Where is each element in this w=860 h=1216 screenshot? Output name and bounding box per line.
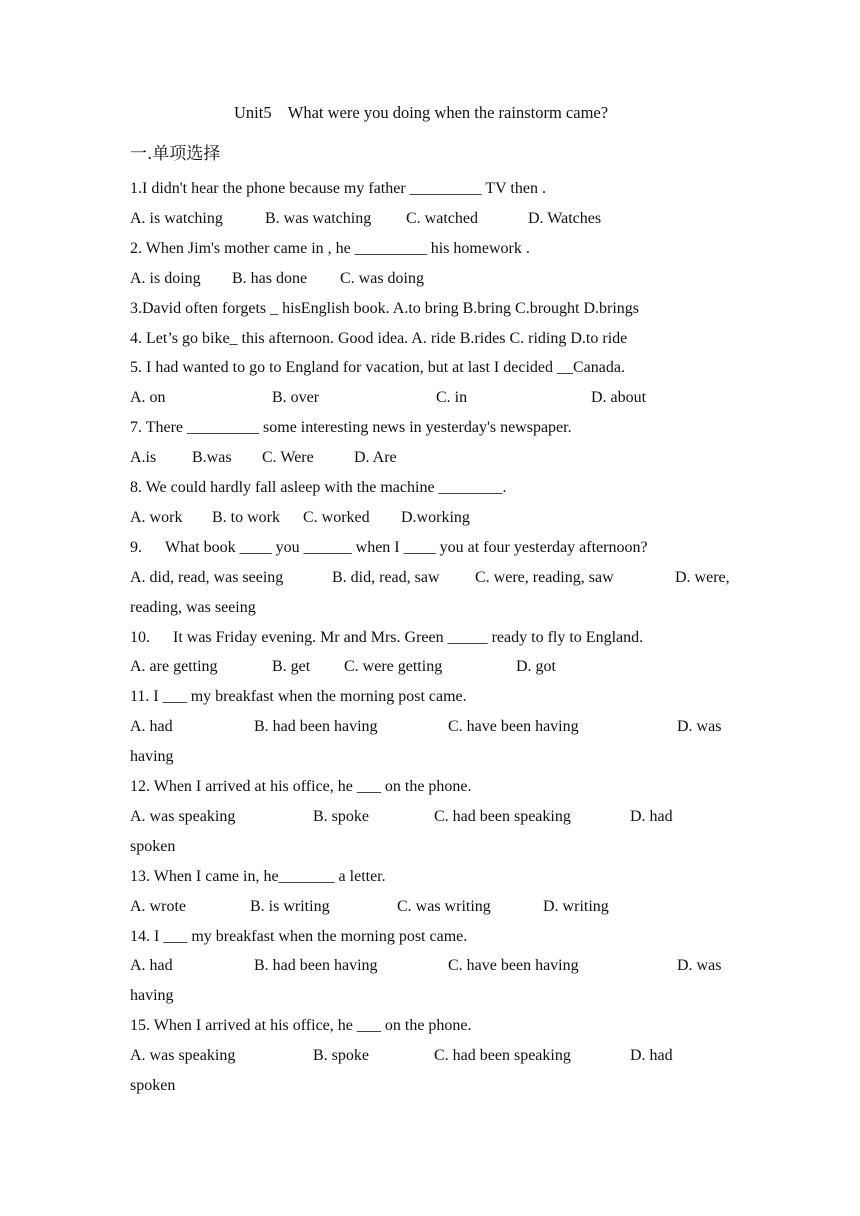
text-line bbox=[130, 1041, 770, 1071]
option-text: D.working bbox=[401, 508, 470, 526]
text-line bbox=[130, 922, 770, 952]
option-text: D. had bbox=[630, 1047, 673, 1065]
option-text: A. was speaking bbox=[130, 807, 236, 825]
text-line bbox=[130, 443, 770, 473]
option-text: A. on bbox=[130, 389, 166, 407]
line-text: 4. Let’s go bike_ this afternoon. Good idea. A. ride B.rides C. riding D.to ride bbox=[130, 329, 628, 347]
option-text: C. were getting bbox=[344, 658, 443, 676]
option-text: A. did, read, was seeing bbox=[130, 568, 284, 586]
line-text: 14. I ___ my breakfast when the morning post came. bbox=[130, 927, 468, 945]
option-text: D. had bbox=[630, 807, 673, 825]
option-text: C. have been having bbox=[448, 957, 579, 975]
text-line bbox=[130, 383, 770, 413]
text-line bbox=[130, 204, 770, 234]
option-text: A. was speaking bbox=[130, 1047, 236, 1065]
line-text: having bbox=[130, 987, 174, 1005]
line-text: spoken bbox=[130, 837, 176, 855]
option-text: C. was writing bbox=[397, 897, 491, 915]
text-line bbox=[130, 533, 770, 563]
text-line bbox=[130, 294, 770, 324]
option-text: B. to work bbox=[212, 508, 280, 526]
option-text: A. are getting bbox=[130, 658, 218, 676]
text-line bbox=[130, 593, 770, 623]
option-text: B. did, read, saw bbox=[332, 568, 440, 586]
option-text: B. get bbox=[272, 658, 311, 676]
option-text: D. was bbox=[677, 957, 722, 975]
option-text: D. got bbox=[516, 658, 556, 676]
line-text: reading, was seeing bbox=[130, 598, 256, 616]
option-text: C. in bbox=[436, 389, 468, 407]
option-text: A. wrote bbox=[130, 897, 186, 915]
line-text: spoken bbox=[130, 1077, 176, 1094]
text-line bbox=[130, 353, 770, 383]
text-line bbox=[130, 802, 770, 832]
option-text: B. had been having bbox=[254, 957, 378, 975]
option-text: B.was bbox=[192, 449, 232, 467]
text-line bbox=[130, 951, 770, 981]
option-text: D. Are bbox=[354, 449, 397, 467]
option-text: D. about bbox=[591, 389, 647, 407]
option-text: D. were, bbox=[675, 568, 730, 586]
option-text: C. watched bbox=[406, 209, 478, 227]
text-line bbox=[130, 712, 770, 742]
text-line bbox=[130, 892, 770, 922]
option-text: B. over bbox=[272, 389, 320, 407]
line-text: 2. When Jim's mother came in , he _________ his homework . bbox=[130, 239, 530, 257]
text-line bbox=[130, 413, 770, 443]
line-text: having bbox=[130, 748, 174, 766]
line-text: 7. There _________ some interesting news in yesterday's newspaper. bbox=[130, 419, 572, 437]
text-line bbox=[130, 473, 770, 503]
text-line bbox=[130, 742, 770, 772]
text-line bbox=[130, 503, 770, 533]
line-text: 1.I didn't hear the phone because my father _________ TV then . bbox=[130, 180, 546, 197]
line-text: 15. When I arrived at his office, he ___ on the phone. bbox=[130, 1017, 472, 1035]
option-text: B. spoke bbox=[313, 1047, 369, 1065]
line-text: 13. When I came in, he_______ a letter. bbox=[130, 867, 386, 885]
text-line bbox=[130, 234, 770, 264]
option-text: C. Were bbox=[262, 449, 314, 467]
option-text: D. was bbox=[677, 718, 722, 736]
text-line bbox=[130, 264, 770, 294]
option-text: 9. bbox=[130, 538, 142, 556]
text-line bbox=[130, 623, 770, 653]
text-line bbox=[130, 1011, 770, 1041]
text-line bbox=[130, 682, 770, 712]
text-line bbox=[130, 174, 770, 204]
option-text: It was Friday evening. Mr and Mrs. Green _____ ready to fly to England. bbox=[173, 628, 644, 646]
page-title: Unit5 What were you doing when the rainstorm came? bbox=[234, 103, 609, 122]
text-line bbox=[130, 862, 770, 892]
text-line bbox=[130, 1071, 770, 1101]
option-text: 10. bbox=[130, 628, 150, 646]
option-text: C. had been speaking bbox=[434, 1047, 571, 1065]
option-text: B. is writing bbox=[250, 897, 330, 915]
line-text: 3.David often forgets _ hisEnglish book. A.to bring B.bring C.brought D.brings bbox=[130, 299, 640, 317]
option-text: A. is doing bbox=[130, 269, 201, 287]
text-line bbox=[130, 772, 770, 802]
option-text: A.is bbox=[130, 449, 157, 467]
text-line bbox=[130, 981, 770, 1011]
line-text: 11. I ___ my breakfast when the morning post came. bbox=[130, 688, 467, 706]
section-heading: 一.单项选择 bbox=[130, 144, 221, 164]
text-line bbox=[130, 563, 770, 593]
option-text: A. had bbox=[130, 718, 173, 736]
option-text: C. were, reading, saw bbox=[475, 568, 614, 586]
text-line bbox=[130, 324, 770, 354]
option-text: B. was watching bbox=[265, 209, 372, 227]
option-text: C. had been speaking bbox=[434, 807, 571, 825]
option-text: B. spoke bbox=[313, 807, 369, 825]
option-text: B. had been having bbox=[254, 718, 378, 736]
option-text: D. writing bbox=[543, 897, 609, 915]
text-line bbox=[130, 832, 770, 862]
line-text: 8. We could hardly fall asleep with the machine ________. bbox=[130, 479, 507, 496]
option-text: C. was doing bbox=[340, 269, 424, 287]
option-text: D. Watches bbox=[528, 209, 602, 227]
option-text: C. have been having bbox=[448, 718, 579, 736]
line-text: 5. I had wanted to go to England for vacation, but at last I decided __Canada. bbox=[130, 359, 625, 377]
text-line bbox=[130, 652, 770, 682]
option-text: C. worked bbox=[303, 508, 370, 526]
option-text: What book ____ you ______ when I ____ you at four yesterday afternoon? bbox=[165, 538, 648, 556]
option-text: B. has done bbox=[232, 269, 308, 287]
option-text: A. is watching bbox=[130, 209, 223, 227]
option-text: A. had bbox=[130, 957, 173, 975]
option-text: A. work bbox=[130, 508, 183, 526]
line-text: 12. When I arrived at his office, he ___ on the phone. bbox=[130, 778, 472, 795]
